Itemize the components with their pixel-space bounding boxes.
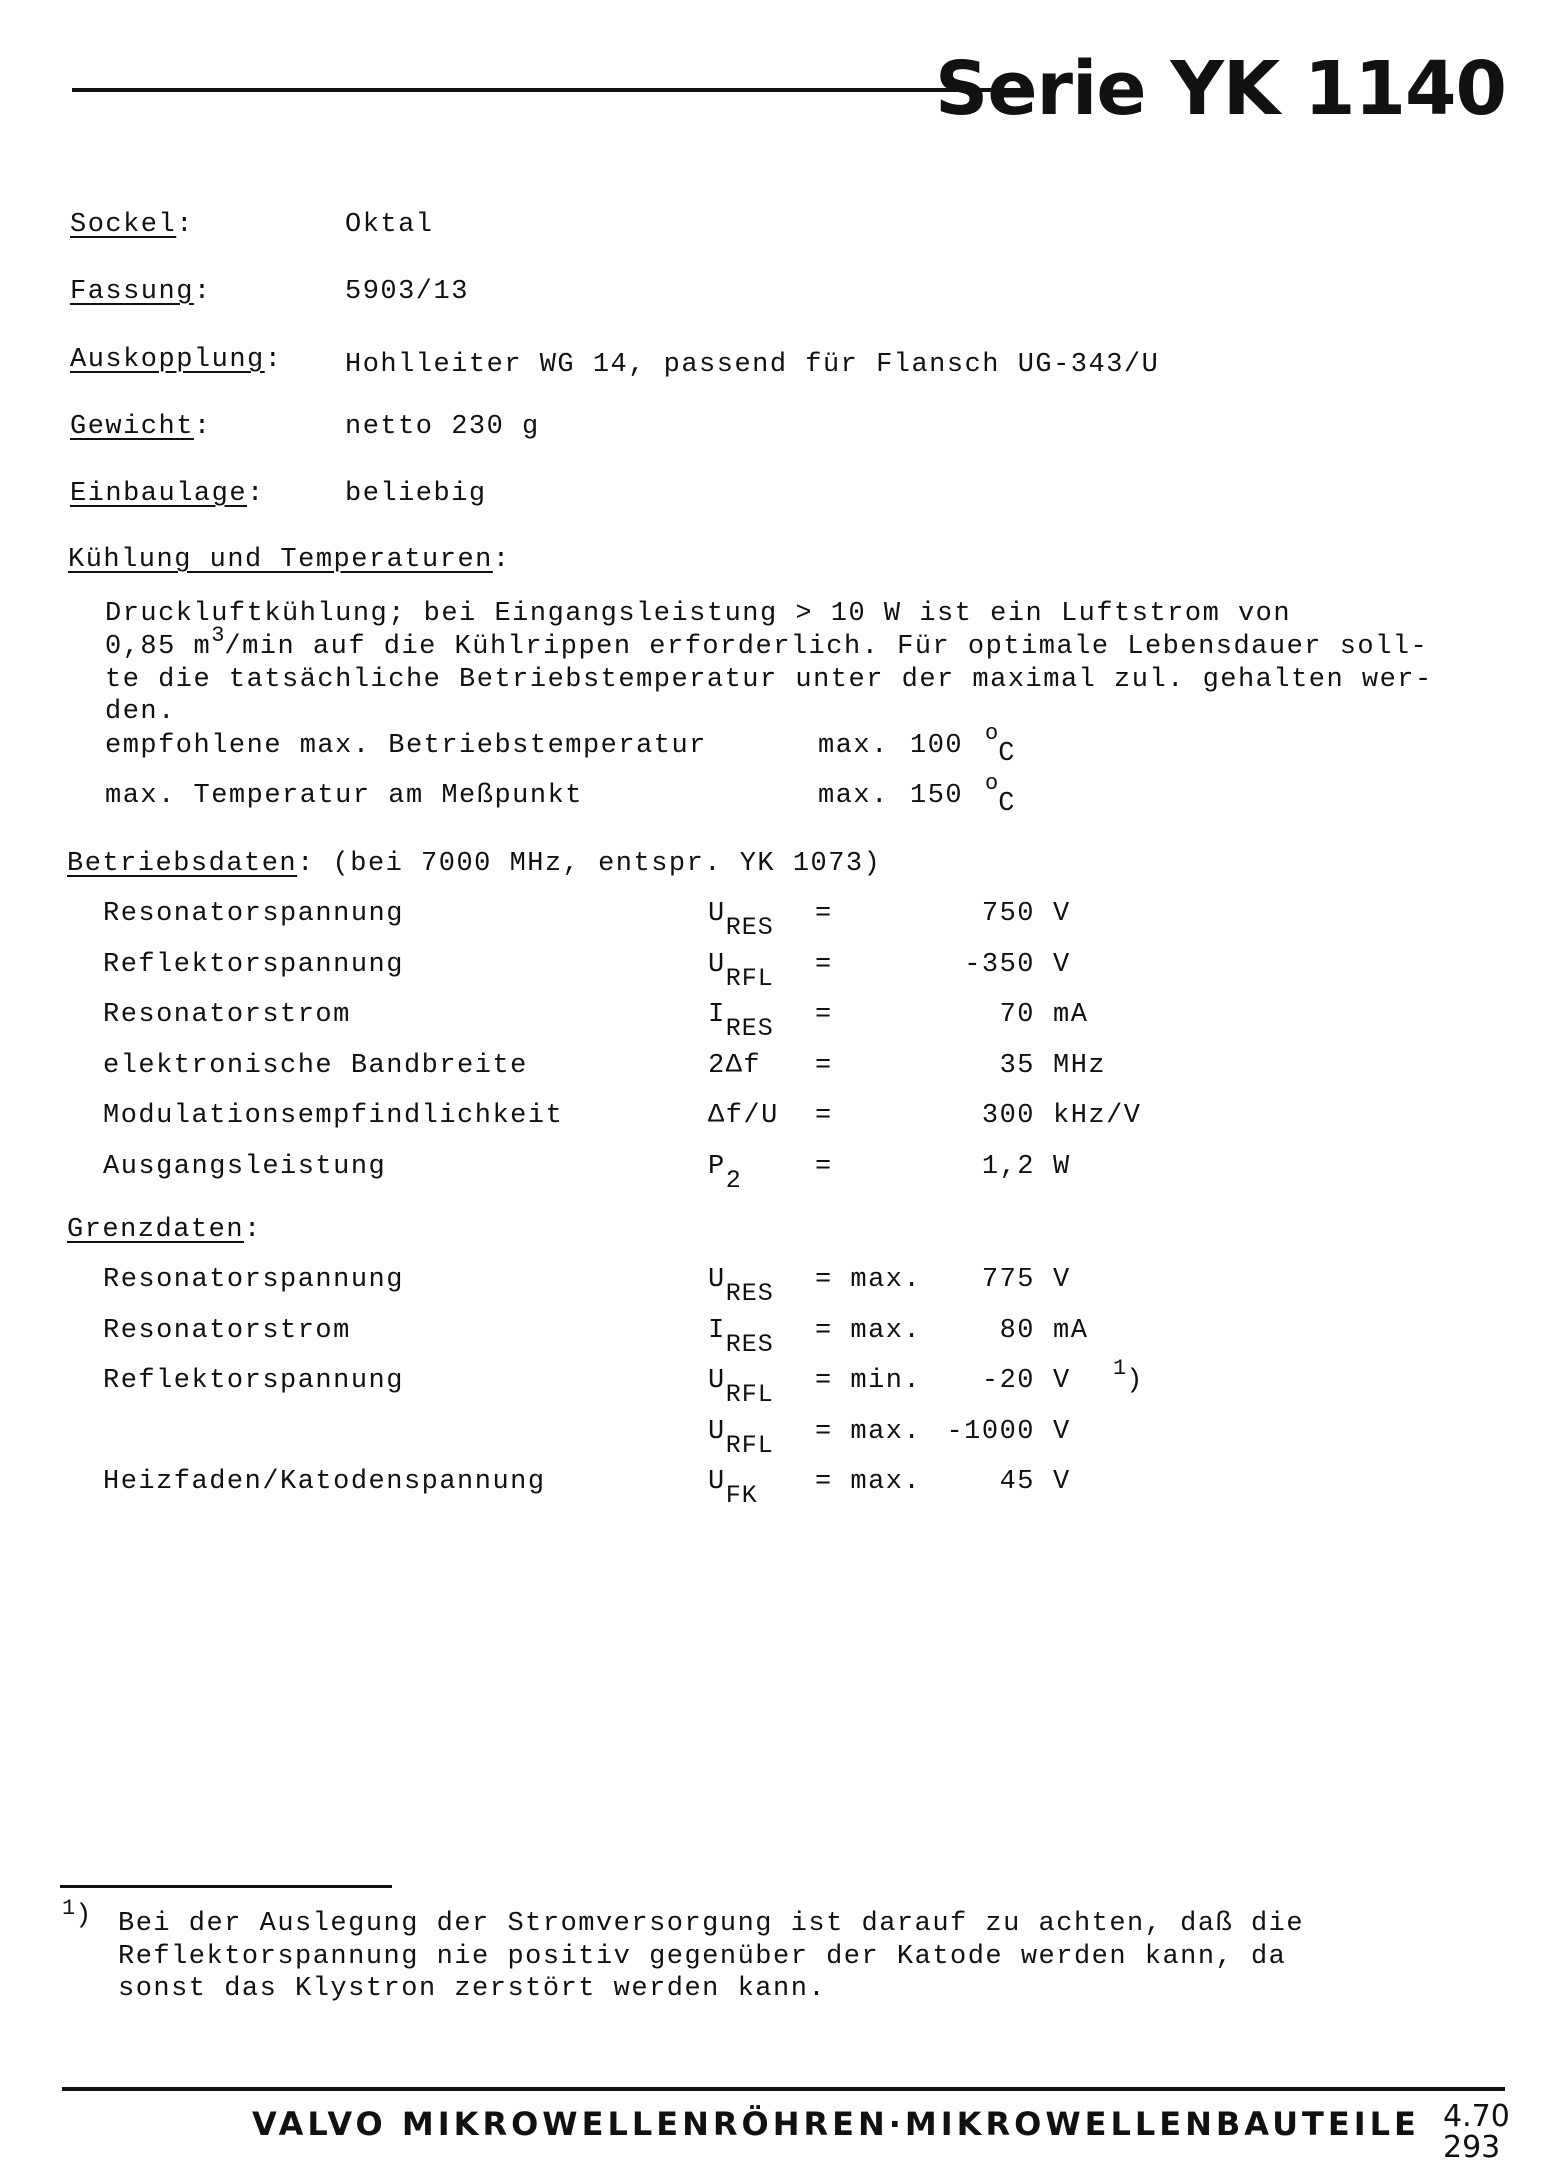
cooling-para-line-3: te die tatsächliche Betriebstemperatur unter der maximal zul. gehalten wer- bbox=[105, 665, 1433, 695]
row-symbol bbox=[708, 1265, 774, 1308]
footer-text: VALVO MIKROWELLENRÖHREN·MIKROWELLENBAUTEILE bbox=[252, 2105, 1420, 2143]
row-symbol bbox=[708, 1467, 758, 1510]
cooling-para-line-2 bbox=[105, 623, 1429, 662]
temp-prefix: max. bbox=[818, 731, 889, 761]
temp-value: 150 bbox=[910, 781, 964, 811]
limits-heading: Grenzdaten: bbox=[67, 1215, 262, 1245]
spec-row: Auskopplung: bbox=[70, 345, 283, 375]
symbol-subscript: RES bbox=[725, 1279, 774, 1308]
footnote-number: 1 bbox=[1113, 1356, 1127, 1381]
degree-sign: o bbox=[985, 721, 999, 746]
footer-page-number: 293 bbox=[1443, 2130, 1501, 2165]
degree-sign: o bbox=[985, 771, 999, 796]
row-unit: V bbox=[1053, 1467, 1071, 1497]
row-label: Ausgangsleistung bbox=[103, 1151, 387, 1182]
row-symbol bbox=[708, 1050, 762, 1081]
row-relation: = bbox=[815, 899, 833, 929]
row-symbol bbox=[708, 949, 774, 993]
row-value: -1000 bbox=[946, 1416, 1035, 1447]
section-heading-label: Kühlung und Temperaturen bbox=[68, 545, 493, 575]
footer-date: 4.70 bbox=[1443, 2099, 1510, 2134]
row-relation: = max. bbox=[815, 1315, 922, 1346]
cooling-para-line-1: Druckluftkühlung; bei Eingangsleistung > 10 W ist ein Luftstrom von bbox=[105, 599, 1292, 629]
row-value: 35 bbox=[999, 1050, 1035, 1081]
symbol: U bbox=[708, 899, 726, 929]
row-value: 80 bbox=[999, 1315, 1035, 1346]
cooling-para-text: /min auf die Kühlrippen erforderlich. Für optimale Lebensdauer soll- bbox=[224, 632, 1429, 662]
footnote-line: Bei der Auslegung der Stromversorgung ist darauf zu achten, daß die bbox=[118, 1909, 1305, 1939]
symbol-subscript: FK bbox=[725, 1481, 758, 1510]
symbol-subscript: RES bbox=[725, 1329, 774, 1359]
row-label: Heizfaden/Katodenspannung bbox=[103, 1467, 546, 1497]
symbol: P bbox=[708, 1151, 726, 1182]
row-relation: = bbox=[815, 1101, 833, 1131]
row-symbol bbox=[708, 1416, 774, 1460]
row-relation: = bbox=[815, 1000, 833, 1030]
row-label: Modulationsempfindlichkeit bbox=[103, 1101, 564, 1131]
spec-row: Einbaulage: bbox=[70, 479, 265, 509]
symbol: U bbox=[708, 1265, 726, 1295]
spec-row: Gewicht: bbox=[70, 412, 212, 442]
symbol-subscript: RES bbox=[725, 913, 774, 942]
row-unit: mA bbox=[1053, 1315, 1089, 1346]
row-relation: = max. bbox=[815, 1265, 922, 1295]
operating-note: (bei 7000 MHz, entspr. YK 1073) bbox=[332, 849, 882, 879]
footnote-line: sonst das Klystron zerstört werden kann. bbox=[118, 1974, 827, 2004]
superscript: 3 bbox=[211, 623, 225, 648]
row-unit: MHz bbox=[1053, 1050, 1107, 1081]
row-label: Reflektorspannung bbox=[103, 1366, 404, 1396]
temp-prefix: max. bbox=[818, 781, 889, 811]
row-unit: kHz/V bbox=[1053, 1101, 1142, 1131]
row-label: elektronische Bandbreite bbox=[103, 1050, 528, 1081]
temp-label: max. Temperatur am Meßpunkt bbox=[105, 781, 583, 811]
row-value: -20 bbox=[981, 1366, 1035, 1396]
footnote-rule bbox=[60, 1885, 392, 1888]
row-label: Resonatorstrom bbox=[103, 1315, 351, 1346]
spec-value: netto 230 g bbox=[345, 412, 540, 442]
row-label: Resonatorstrom bbox=[103, 1000, 351, 1030]
row-relation: = max. bbox=[815, 1416, 922, 1447]
symbol-subscript: RFL bbox=[725, 963, 774, 993]
symbol: I bbox=[708, 1315, 726, 1346]
symbol-subscript: RFL bbox=[725, 1430, 774, 1460]
cooling-para-line-4: den. bbox=[105, 697, 176, 727]
spec-value: Oktal bbox=[345, 210, 434, 240]
symbol: I bbox=[708, 1000, 726, 1030]
operating-heading: Betriebsdaten: (bei 7000 MHz, entspr. YK 1073) bbox=[67, 849, 882, 879]
cooling-heading: Kühlung und Temperaturen: bbox=[68, 545, 511, 575]
row-label: Resonatorspannung bbox=[103, 1265, 404, 1295]
page-title: Serie YK 1140 bbox=[935, 46, 1506, 132]
temp-value: 100 bbox=[910, 731, 964, 761]
row-label: Reflektorspannung bbox=[103, 949, 404, 980]
header-rule bbox=[72, 88, 1027, 92]
temp-unit bbox=[985, 771, 1016, 819]
spec-value: Hohlleiter WG 14, passend für Flansch UG-343/U bbox=[345, 350, 1160, 380]
spec-value: beliebig bbox=[345, 479, 487, 509]
row-unit: V bbox=[1053, 1366, 1071, 1396]
unit: C bbox=[998, 789, 1016, 819]
symbol-subscript: RES bbox=[725, 1014, 774, 1043]
symbol: U bbox=[708, 1467, 726, 1497]
spec-row: Sockel: bbox=[70, 210, 194, 240]
row-footnote-ref: $^1$) bbox=[1113, 1356, 1144, 1396]
row-unit: V bbox=[1053, 949, 1071, 980]
symbol: U bbox=[708, 1416, 726, 1447]
row-unit: W bbox=[1053, 1151, 1071, 1182]
spec-value: 5903/13 bbox=[345, 277, 469, 307]
footnote-marker: $^1$) bbox=[62, 1896, 93, 1931]
row-unit: mA bbox=[1053, 1000, 1089, 1030]
footnote-line: Reflektorspannung nie positiv gegenüber der Katode werden kann, da bbox=[118, 1942, 1287, 1972]
spec-label: Gewicht bbox=[70, 412, 194, 442]
symbol: U bbox=[708, 1366, 726, 1396]
spec-label: Sockel bbox=[70, 210, 177, 240]
row-value: 70 bbox=[999, 1000, 1035, 1030]
symbol: Δf/U bbox=[708, 1101, 779, 1131]
spec-label: Fassung bbox=[70, 277, 194, 307]
spec-label: Auskopplung bbox=[70, 345, 265, 375]
row-value: -350 bbox=[964, 949, 1035, 980]
temp-label: empfohlene max. Betriebstemperatur bbox=[105, 731, 707, 761]
footer-rule bbox=[62, 2087, 1505, 2091]
row-symbol bbox=[708, 1366, 774, 1409]
row-relation: = bbox=[815, 1050, 833, 1081]
section-heading-label: Betriebsdaten bbox=[67, 849, 298, 879]
row-symbol bbox=[708, 1000, 774, 1043]
row-symbol bbox=[708, 1151, 742, 1195]
row-value: 1,2 bbox=[981, 1151, 1035, 1182]
row-unit: V bbox=[1053, 1265, 1071, 1295]
spec-label: Einbaulage bbox=[70, 479, 248, 509]
row-unit: V bbox=[1053, 1416, 1071, 1447]
row-symbol bbox=[708, 1103, 779, 1130]
row-label: Resonatorspannung bbox=[103, 899, 404, 929]
section-heading-label: Grenzdaten bbox=[67, 1215, 245, 1245]
row-value: 300 bbox=[981, 1101, 1035, 1131]
unit: C bbox=[998, 739, 1016, 769]
row-unit: V bbox=[1053, 899, 1071, 929]
footnote-number: 1 bbox=[62, 1896, 76, 1921]
row-relation: = bbox=[815, 949, 833, 980]
row-value: 750 bbox=[981, 899, 1035, 929]
spec-row: Fassung: bbox=[70, 277, 212, 307]
cooling-flow-value: 0,85 m bbox=[105, 632, 212, 662]
symbol: 2Δf bbox=[708, 1050, 762, 1081]
row-symbol bbox=[708, 1315, 774, 1359]
row-value: 45 bbox=[999, 1467, 1035, 1497]
symbol: U bbox=[708, 949, 726, 980]
row-symbol bbox=[708, 899, 774, 942]
row-relation: = min. bbox=[815, 1366, 922, 1396]
temp-unit bbox=[985, 721, 1016, 769]
symbol-subscript: RFL bbox=[725, 1380, 774, 1409]
row-relation: = max. bbox=[815, 1467, 922, 1497]
row-relation: = bbox=[815, 1151, 833, 1182]
symbol-subscript: 2 bbox=[725, 1165, 742, 1195]
row-value: 775 bbox=[981, 1265, 1035, 1295]
